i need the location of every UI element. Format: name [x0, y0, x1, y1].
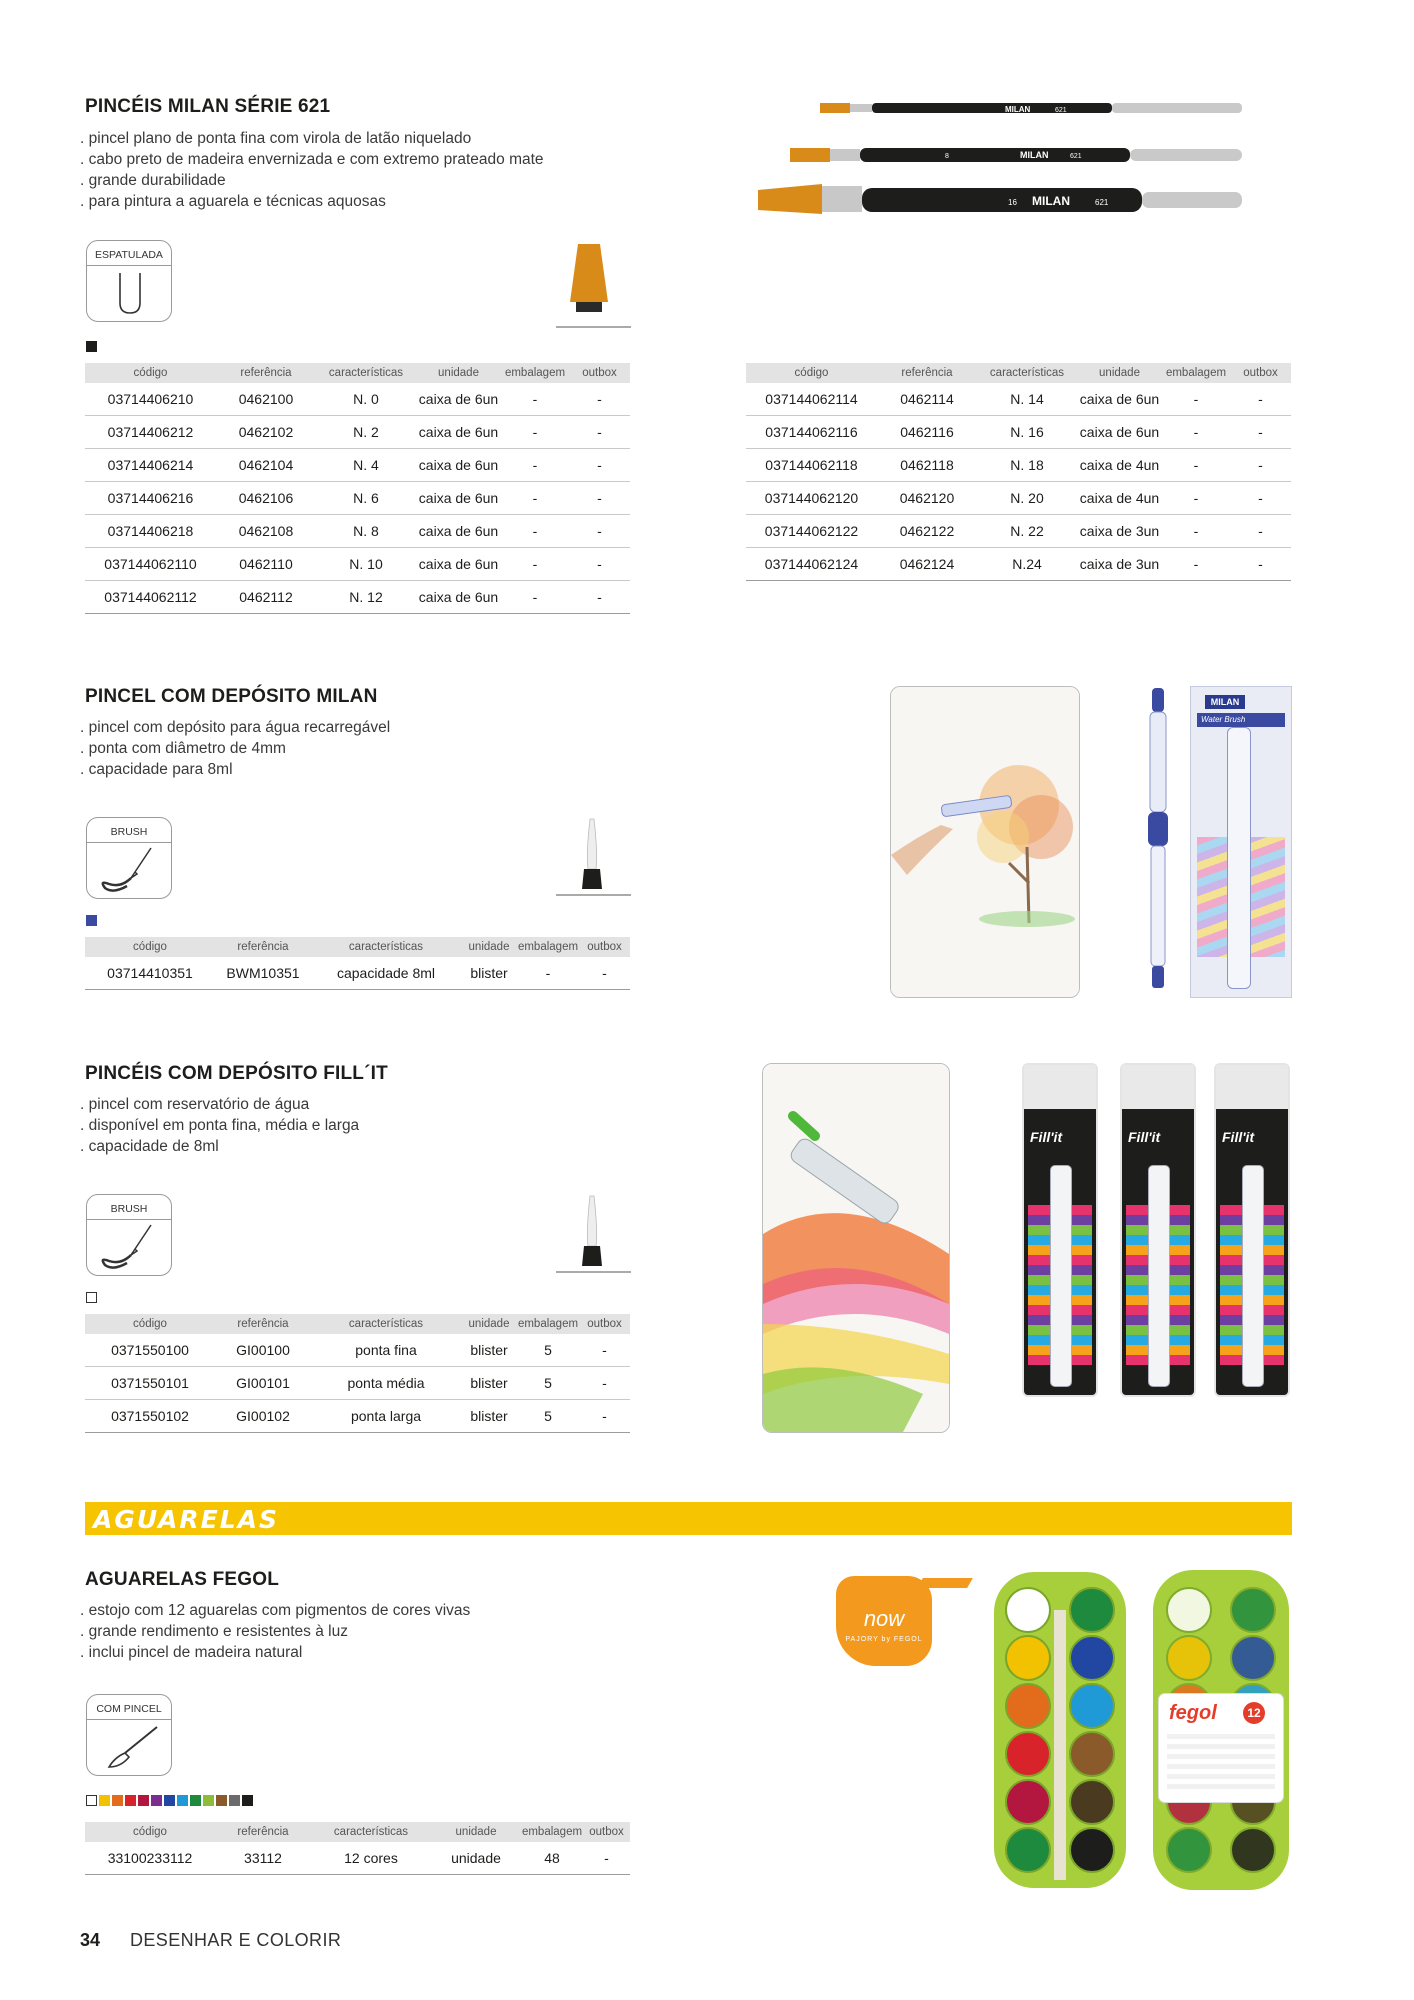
- col-header: referência: [215, 937, 311, 957]
- table-header-row: [746, 363, 1291, 383]
- brush-stroke-icon: [91, 844, 167, 896]
- section-title-fegol: AGUARELAS FEGOL: [85, 1569, 280, 1590]
- cell-unit: caixa de 3un: [1077, 548, 1162, 581]
- cell-outbox: -: [1230, 515, 1291, 548]
- cell-code: 037144062110: [85, 548, 216, 581]
- paint-well: [1231, 1828, 1275, 1872]
- table-row: [85, 482, 630, 515]
- accessory-label: COM PINCEL: [96, 1703, 162, 1715]
- cell-ref: 0462118: [877, 449, 977, 482]
- col-header: características: [977, 363, 1077, 383]
- now-badge-tail: [917, 1578, 973, 1588]
- cell-code: 03714406216: [85, 482, 216, 515]
- table-header-row: [85, 937, 630, 957]
- col-header: características: [311, 1822, 431, 1842]
- cell-pack: -: [501, 449, 569, 482]
- color-swatch-white: [86, 1292, 97, 1303]
- fegol-palette-open-image: [992, 1570, 1128, 1890]
- feature-list-fillit: [80, 1094, 580, 1157]
- package-brush-window: [1148, 1165, 1170, 1387]
- package-brand-logo: MILAN: [1205, 695, 1245, 709]
- feature-item: . estojo com 12 aguarelas com pigmentos de cores vivas: [80, 1600, 640, 1621]
- category-band-label: AGUARELAS: [93, 1505, 280, 1534]
- col-header: unidade: [461, 1314, 517, 1334]
- fillit-package-medium: [1120, 1063, 1196, 1397]
- package-brush-window: [1050, 1165, 1072, 1387]
- tip-type-label: BRUSH: [110, 826, 148, 838]
- cell-pack: -: [1162, 548, 1230, 581]
- now-badge-ring-text: PAJORY by FEGOL: [845, 1636, 923, 1643]
- paint-well: [1070, 1828, 1114, 1872]
- tip-type-label: ESPATULADA: [95, 249, 163, 261]
- cell-unit: blister: [461, 957, 517, 990]
- cell-outbox: -: [569, 416, 630, 449]
- cell-pack: -: [501, 416, 569, 449]
- brush-series-text: 621: [1095, 198, 1109, 207]
- col-header: embalagem: [517, 937, 579, 957]
- table-row: [85, 1367, 630, 1400]
- cell-ref: GI00100: [215, 1334, 311, 1367]
- page-section-name: DESENHAR E COLORIR: [130, 1930, 342, 1950]
- product-table-water-brush: [85, 937, 630, 990]
- cell-pack: -: [501, 548, 569, 581]
- cell-outbox: -: [583, 1842, 630, 1875]
- cell-pack: 5: [517, 1400, 579, 1433]
- cell-unit: caixa de 4un: [1077, 449, 1162, 482]
- table-row: [746, 383, 1291, 416]
- round-tip-closeup-image: [556, 815, 631, 897]
- paint-well: [1231, 1588, 1275, 1632]
- cell-spec: N. 6: [316, 482, 416, 515]
- col-header: referência: [215, 1314, 311, 1334]
- cell-code: 037144062124: [746, 548, 877, 581]
- paint-well: [1231, 1636, 1275, 1680]
- cell-pack: -: [501, 383, 569, 416]
- cell-unit: caixa de 6un: [1077, 383, 1162, 416]
- paint-well: [1006, 1828, 1050, 1872]
- cell-unit: caixa de 6un: [1077, 416, 1162, 449]
- feature-list-milan-621: [80, 128, 640, 212]
- feature-item: . capacidade de 8ml: [80, 1136, 580, 1157]
- cell-ref: 0462122: [877, 515, 977, 548]
- table-row: [85, 1842, 630, 1875]
- brush-size-text: 8: [945, 153, 949, 160]
- cell-pack: 5: [517, 1367, 579, 1400]
- page-number: 34: [80, 1930, 101, 1950]
- col-header: características: [316, 363, 416, 383]
- table-row: [746, 548, 1291, 581]
- paint-well: [1006, 1636, 1050, 1680]
- cell-spec: ponta fina: [311, 1334, 461, 1367]
- paint-well: [1070, 1780, 1114, 1824]
- paint-well: [1070, 1732, 1114, 1776]
- cell-outbox: -: [579, 1367, 630, 1400]
- col-header: outbox: [583, 1822, 630, 1842]
- package-brand-logo: Fill'it: [1030, 1129, 1063, 1145]
- cell-code: 037144062112: [85, 581, 216, 614]
- color-swatch: [86, 1795, 97, 1806]
- cell-outbox: -: [569, 515, 630, 548]
- cell-outbox: -: [569, 482, 630, 515]
- table-row: [85, 548, 630, 581]
- flat-tip-closeup-image: [556, 240, 631, 330]
- tip-type-icon-box: [86, 240, 172, 322]
- cell-outbox: -: [579, 1334, 630, 1367]
- col-header: código: [85, 937, 215, 957]
- cell-ref: 0462112: [216, 581, 316, 614]
- package-brand-logo: Fill'it: [1222, 1129, 1255, 1145]
- cell-code: 037144062114: [746, 383, 877, 416]
- col-header: unidade: [1077, 363, 1162, 383]
- cell-pack: 48: [521, 1842, 583, 1875]
- table-row: [85, 957, 630, 990]
- milan-621-brushes-image: [750, 92, 1300, 222]
- water-brush-product-image: [1140, 686, 1176, 996]
- paint-well: [1006, 1780, 1050, 1824]
- table-row: [85, 1400, 630, 1433]
- fillit-package-large: [1214, 1063, 1290, 1397]
- table-header-row: [85, 1822, 630, 1842]
- table-header-row: [85, 363, 630, 383]
- water-brush-package-image: [1190, 686, 1292, 998]
- col-header: outbox: [579, 937, 630, 957]
- cell-spec: N. 8: [316, 515, 416, 548]
- col-header: código: [85, 1822, 215, 1842]
- paintbrush-icon: [95, 1723, 165, 1773]
- color-swatch: [138, 1795, 149, 1806]
- cell-ref: 0462114: [877, 383, 977, 416]
- cell-code: 03714410351: [85, 957, 215, 990]
- paint-well: [1167, 1588, 1211, 1632]
- product-table-milan-621-right: [746, 363, 1291, 581]
- cell-unit: caixa de 6un: [416, 482, 501, 515]
- cell-spec: N. 20: [977, 482, 1077, 515]
- cell-spec: ponta larga: [311, 1400, 461, 1433]
- col-header: código: [746, 363, 877, 383]
- paint-well: [1167, 1828, 1211, 1872]
- cell-unit: blister: [461, 1367, 517, 1400]
- cell-spec: N. 18: [977, 449, 1077, 482]
- cell-code: 0371550101: [85, 1367, 215, 1400]
- col-header: embalagem: [1162, 363, 1230, 383]
- cell-pack: -: [1162, 383, 1230, 416]
- color-swatch: [216, 1795, 227, 1806]
- col-header: embalagem: [501, 363, 569, 383]
- cell-ref: 0462110: [216, 548, 316, 581]
- color-swatch: [229, 1795, 240, 1806]
- col-header: características: [311, 1314, 461, 1334]
- tip-type-icon-box: [86, 1194, 172, 1276]
- cell-outbox: -: [1230, 548, 1291, 581]
- cell-pack: -: [501, 515, 569, 548]
- package-brush-window: [1242, 1165, 1264, 1387]
- col-header: unidade: [431, 1822, 521, 1842]
- cell-spec: N. 4: [316, 449, 416, 482]
- color-swatches: [86, 1290, 99, 1308]
- cell-pack: -: [1162, 416, 1230, 449]
- paint-well: [1006, 1732, 1050, 1776]
- cell-ref: 0462100: [216, 383, 316, 416]
- fillit-painting-photo: [762, 1063, 950, 1433]
- col-header: unidade: [461, 937, 517, 957]
- package-fineprint: [1167, 1734, 1275, 1794]
- package-brush-window: [1227, 727, 1251, 989]
- brush-brand-text: MILAN: [1020, 150, 1049, 160]
- cell-unit: blister: [461, 1400, 517, 1433]
- flat-tip-icon: [112, 271, 148, 317]
- col-header: referência: [215, 1822, 311, 1842]
- cell-code: 0371550100: [85, 1334, 215, 1367]
- product-table-fegol: [85, 1822, 630, 1875]
- col-header: código: [85, 363, 216, 383]
- cell-outbox: -: [569, 449, 630, 482]
- col-header: outbox: [1230, 363, 1291, 383]
- paint-well: [1070, 1636, 1114, 1680]
- cell-code: 037144062122: [746, 515, 877, 548]
- cell-code: 03714406212: [85, 416, 216, 449]
- color-swatches: [86, 913, 99, 931]
- table-row: [85, 581, 630, 614]
- cell-ref: 0462120: [877, 482, 977, 515]
- water-brush-painting-photo: [890, 686, 1080, 998]
- feature-item: . inclui pincel de madeira natural: [80, 1642, 640, 1663]
- table-row: [746, 482, 1291, 515]
- cell-code: 037144062118: [746, 449, 877, 482]
- table-row: [85, 383, 630, 416]
- round-tip-closeup-image: [556, 1192, 631, 1274]
- paint-well: [1070, 1588, 1114, 1632]
- package-label: [1159, 1694, 1283, 1802]
- section-title-fillit: PINCÉIS COM DEPÓSITO FILL´IT: [85, 1063, 388, 1084]
- cell-spec: N. 22: [977, 515, 1077, 548]
- accessory-icon-box: [86, 1694, 172, 1776]
- color-swatch: [151, 1795, 162, 1806]
- cell-unit: unidade: [431, 1842, 521, 1875]
- cell-outbox: -: [1230, 416, 1291, 449]
- product-table-fillit: [85, 1314, 630, 1433]
- cell-ref: GI00101: [215, 1367, 311, 1400]
- cell-unit: caixa de 4un: [1077, 482, 1162, 515]
- cell-unit: caixa de 6un: [416, 581, 501, 614]
- table-header-row: [85, 1314, 630, 1334]
- package-product-name: Water Brush: [1197, 713, 1285, 727]
- cell-spec: N. 10: [316, 548, 416, 581]
- color-swatch: [203, 1795, 214, 1806]
- cell-spec: capacidade 8ml: [311, 957, 461, 990]
- brush-brand-text: MILAN: [1032, 194, 1070, 208]
- cell-code: 037144062116: [746, 416, 877, 449]
- now-badge: [836, 1576, 932, 1666]
- cell-code: 03714406218: [85, 515, 216, 548]
- cell-spec: N. 16: [977, 416, 1077, 449]
- col-header: outbox: [569, 363, 630, 383]
- feature-item: . ponta com diâmetro de 4mm: [80, 738, 580, 759]
- tip-type-label: BRUSH: [110, 1203, 148, 1215]
- brush-series-text: 621: [1055, 107, 1067, 114]
- now-badge-word: now: [863, 1606, 905, 1631]
- cell-unit: caixa de 6un: [416, 383, 501, 416]
- col-header: embalagem: [521, 1822, 583, 1842]
- cell-pack: -: [501, 482, 569, 515]
- feature-item: . pincel com depósito para água recarregável: [80, 717, 580, 738]
- cell-ref: 0462106: [216, 482, 316, 515]
- table-row: [746, 515, 1291, 548]
- color-swatches: [86, 1793, 255, 1811]
- table-row: [746, 449, 1291, 482]
- col-header: código: [85, 1314, 215, 1334]
- cell-ref: BWM10351: [215, 957, 311, 990]
- cell-pack: -: [1162, 515, 1230, 548]
- col-header: embalagem: [517, 1314, 579, 1334]
- brush-medium: [790, 148, 1242, 162]
- feature-item: . pincel com reservatório de água: [80, 1094, 580, 1115]
- package-brand-logo: Fill'it: [1128, 1129, 1161, 1145]
- cell-ref: 33112: [215, 1842, 311, 1875]
- col-header: referência: [216, 363, 316, 383]
- table-row: [85, 449, 630, 482]
- col-header: características: [311, 937, 461, 957]
- cell-unit: caixa de 6un: [416, 548, 501, 581]
- color-swatches: [86, 339, 99, 357]
- color-swatch-blue: [86, 915, 97, 926]
- cell-ref: 0462124: [877, 548, 977, 581]
- feature-item: . disponível em ponta fina, média e larga: [80, 1115, 580, 1136]
- cell-outbox: -: [579, 957, 630, 990]
- table-row: [85, 416, 630, 449]
- brush-brand-text: MILAN: [1005, 105, 1031, 114]
- feature-item: . para pintura a aguarela e técnicas aquosas: [80, 191, 640, 212]
- cell-code: 037144062120: [746, 482, 877, 515]
- cell-ref: 0462116: [877, 416, 977, 449]
- brush-small: [820, 103, 1242, 113]
- color-swatch: [190, 1795, 201, 1806]
- color-swatch-black: [86, 341, 97, 352]
- cell-unit: caixa de 6un: [416, 449, 501, 482]
- brush-series-text: 621: [1070, 153, 1082, 160]
- cell-outbox: -: [569, 548, 630, 581]
- cell-pack: -: [501, 581, 569, 614]
- brush-large: [758, 184, 1242, 214]
- cell-ref: 0462108: [216, 515, 316, 548]
- cell-ref: 0462102: [216, 416, 316, 449]
- col-header: unidade: [416, 363, 501, 383]
- feature-list-fegol: [80, 1600, 640, 1663]
- cell-spec: 12 cores: [311, 1842, 431, 1875]
- color-swatch: [177, 1795, 188, 1806]
- cell-outbox: -: [579, 1400, 630, 1433]
- paint-well: [1167, 1636, 1211, 1680]
- cell-pack: -: [517, 957, 579, 990]
- cell-pack: 5: [517, 1334, 579, 1367]
- paint-well: [1006, 1684, 1050, 1728]
- color-swatch: [99, 1795, 110, 1806]
- feature-item: . pincel plano de ponta fina com virola de latão niquelado: [80, 128, 640, 149]
- cell-code: 03714406214: [85, 449, 216, 482]
- cell-spec: N. 2: [316, 416, 416, 449]
- table-row: [85, 1334, 630, 1367]
- feature-item: . cabo preto de madeira envernizada e com extremo prateado mate: [80, 149, 640, 170]
- fegol-palette-package-image: [1153, 1570, 1289, 1890]
- tip-type-icon-box: [86, 817, 172, 899]
- cell-ref: 0462104: [216, 449, 316, 482]
- category-band-aguarelas: [85, 1502, 1292, 1535]
- section-title-milan-621: PINCÉIS MILAN SÉRIE 621: [85, 96, 331, 117]
- cell-spec: N. 0: [316, 383, 416, 416]
- cell-code: 03714406210: [85, 383, 216, 416]
- cell-unit: blister: [461, 1334, 517, 1367]
- product-table-milan-621-left: [85, 363, 630, 614]
- cell-spec: ponta média: [311, 1367, 461, 1400]
- table-row: [85, 515, 630, 548]
- col-header: referência: [877, 363, 977, 383]
- paint-well: [1006, 1588, 1050, 1632]
- cell-outbox: -: [1230, 383, 1291, 416]
- cell-pack: -: [1162, 449, 1230, 482]
- feature-item: . grande rendimento e resistentes à luz: [80, 1621, 640, 1642]
- cell-spec: N. 12: [316, 581, 416, 614]
- cell-spec: N. 14: [977, 383, 1077, 416]
- cell-outbox: -: [1230, 449, 1291, 482]
- paint-well: [1070, 1684, 1114, 1728]
- cell-code: 33100233112: [85, 1842, 215, 1875]
- cell-unit: caixa de 6un: [416, 515, 501, 548]
- color-swatch: [112, 1795, 123, 1806]
- table-row: [746, 416, 1291, 449]
- cell-pack: -: [1162, 482, 1230, 515]
- package-count-badge: 12: [1243, 1702, 1265, 1724]
- cell-code: 0371550102: [85, 1400, 215, 1433]
- cell-outbox: -: [569, 581, 630, 614]
- color-swatch: [242, 1795, 253, 1806]
- fillit-package-fine: [1022, 1063, 1098, 1397]
- cell-spec: N.24: [977, 548, 1077, 581]
- cell-outbox: -: [1230, 482, 1291, 515]
- cell-unit: caixa de 3un: [1077, 515, 1162, 548]
- color-swatch: [125, 1795, 136, 1806]
- feature-item: . capacidade para 8ml: [80, 759, 580, 780]
- brush-stroke-icon: [91, 1221, 167, 1273]
- feature-item: . grande durabilidade: [80, 170, 640, 191]
- color-swatch: [164, 1795, 175, 1806]
- col-header: outbox: [579, 1314, 630, 1334]
- feature-list-water-brush: [80, 717, 580, 780]
- cell-ref: GI00102: [215, 1400, 311, 1433]
- cell-unit: caixa de 6un: [416, 416, 501, 449]
- section-title-water-brush: PINCEL COM DEPÓSITO MILAN: [85, 686, 378, 707]
- brush-size-text: 16: [1008, 198, 1017, 207]
- package-brand-logo: fegol: [1169, 1702, 1217, 1724]
- cell-outbox: -: [569, 383, 630, 416]
